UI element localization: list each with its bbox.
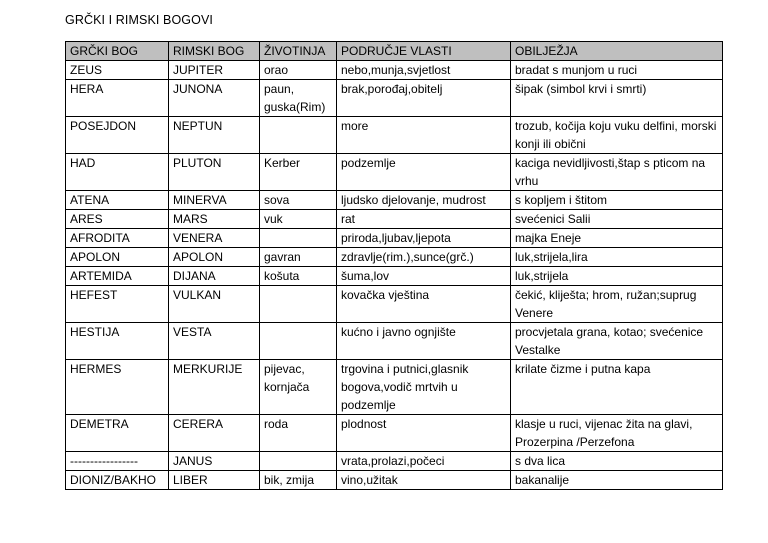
- cell-greek-god: ARES: [66, 210, 169, 229]
- table-row: [66, 229, 723, 248]
- cell-greek-god: DIONIZ/BAKHO: [66, 471, 169, 490]
- cell-roman-god: VULKAN: [169, 286, 260, 323]
- cell-animal: košuta: [260, 267, 337, 286]
- cell-greek-god: HEFEST: [66, 286, 169, 323]
- cell-domain: zdravlje(rim.),sunce(grč.): [337, 248, 511, 267]
- cell-attributes: krilate čizme i putna kapa: [511, 360, 723, 415]
- cell-domain: kovačka vještina: [337, 286, 511, 323]
- cell-roman-god: VENERA: [169, 229, 260, 248]
- cell-animal: paun, guska(Rim): [260, 80, 337, 117]
- cell-roman-god: JANUS: [169, 452, 260, 471]
- table-row: [66, 415, 723, 452]
- header-domain: PODRUČJE VLASTI: [337, 42, 511, 61]
- cell-animal: [260, 452, 337, 471]
- cell-domain: plodnost: [337, 415, 511, 452]
- cell-attributes: s kopljem i štitom: [511, 191, 723, 210]
- cell-attributes: klasje u ruci, vijenac žita na glavi, Prozerpina /Perzefona: [511, 415, 723, 452]
- cell-attributes: bradat s munjom u ruci: [511, 61, 723, 80]
- cell-roman-god: MERKURIJE: [169, 360, 260, 415]
- cell-greek-god: HERA: [66, 80, 169, 117]
- table-row: [66, 471, 723, 490]
- cell-roman-god: JUNONA: [169, 80, 260, 117]
- cell-attributes: bakanalije: [511, 471, 723, 490]
- cell-attributes: čekić, kliješta; hrom, ružan;suprug Venere: [511, 286, 723, 323]
- cell-greek-god: HERMES: [66, 360, 169, 415]
- table-row: [66, 286, 723, 323]
- cell-animal: roda: [260, 415, 337, 452]
- cell-attributes: šipak (simbol krvi i smrti): [511, 80, 723, 117]
- cell-attributes: majka Eneje: [511, 229, 723, 248]
- cell-animal: [260, 117, 337, 154]
- cell-greek-god: ZEUS: [66, 61, 169, 80]
- cell-domain: trgovina i putnici,glasnik bogova,vodič mrtvih u podzemlje: [337, 360, 511, 415]
- cell-animal: pijevac, kornjača: [260, 360, 337, 415]
- cell-domain: podzemlje: [337, 154, 511, 191]
- cell-domain: more: [337, 117, 511, 154]
- cell-greek-god: HESTIJA: [66, 323, 169, 360]
- cell-animal: sova: [260, 191, 337, 210]
- header-roman-god: RIMSKI BOG: [169, 42, 260, 61]
- cell-animal: [260, 323, 337, 360]
- header-animal: ŽIVOTINJA: [260, 42, 337, 61]
- cell-animal: [260, 229, 337, 248]
- cell-attributes: procvjetala grana, kotao; svećenice Vestalke: [511, 323, 723, 360]
- cell-greek-god: ATENA: [66, 191, 169, 210]
- document-title: GRČKI I RIMSKI BOGOVI: [65, 13, 213, 27]
- cell-animal: gavran: [260, 248, 337, 267]
- cell-attributes: s dva lica: [511, 452, 723, 471]
- cell-roman-god: DIJANA: [169, 267, 260, 286]
- cell-attributes: trozub, kočija koju vuku delfini, morski konji ili obični: [511, 117, 723, 154]
- cell-greek-god: AFRODITA: [66, 229, 169, 248]
- cell-roman-god: VESTA: [169, 323, 260, 360]
- cell-animal: Kerber: [260, 154, 337, 191]
- table-row: [66, 267, 723, 286]
- cell-animal: orao: [260, 61, 337, 80]
- gods-table: [65, 41, 723, 490]
- cell-attributes: luk,strijela,lira: [511, 248, 723, 267]
- table-row: [66, 248, 723, 267]
- cell-roman-god: APOLON: [169, 248, 260, 267]
- cell-roman-god: MINERVA: [169, 191, 260, 210]
- cell-roman-god: NEPTUN: [169, 117, 260, 154]
- table-row: [66, 191, 723, 210]
- cell-domain: nebo,munja,svjetlost: [337, 61, 511, 80]
- cell-animal: bik, zmija: [260, 471, 337, 490]
- cell-roman-god: PLUTON: [169, 154, 260, 191]
- header-attributes: OBILJEŽJA: [511, 42, 723, 61]
- cell-roman-god: JUPITER: [169, 61, 260, 80]
- cell-domain: ljudsko djelovanje, mudrost: [337, 191, 511, 210]
- cell-domain: vrata,prolazi,počeci: [337, 452, 511, 471]
- table-row: [66, 80, 723, 117]
- cell-domain: vino,užitak: [337, 471, 511, 490]
- cell-animal: [260, 286, 337, 323]
- table-row: [66, 61, 723, 80]
- cell-domain: šuma,lov: [337, 267, 511, 286]
- cell-domain: priroda,ljubav,ljepota: [337, 229, 511, 248]
- cell-greek-god: HAD: [66, 154, 169, 191]
- table-row: [66, 117, 723, 154]
- cell-roman-god: CERERA: [169, 415, 260, 452]
- header-greek-god: GRČKI BOG: [66, 42, 169, 61]
- cell-greek-god: DEMETRA: [66, 415, 169, 452]
- cell-greek-god: APOLON: [66, 248, 169, 267]
- cell-animal: vuk: [260, 210, 337, 229]
- cell-attributes: luk,strijela: [511, 267, 723, 286]
- table-row: [66, 360, 723, 415]
- table-row: [66, 154, 723, 191]
- cell-greek-god: -----------------: [66, 452, 169, 471]
- table-row: [66, 452, 723, 471]
- table-row: [66, 210, 723, 229]
- cell-domain: rat: [337, 210, 511, 229]
- cell-domain: kućno i javno ognjište: [337, 323, 511, 360]
- table-row: [66, 323, 723, 360]
- cell-domain: brak,porođaj,obitelj: [337, 80, 511, 117]
- cell-attributes: svećenici Salii: [511, 210, 723, 229]
- cell-greek-god: ARTEMIDA: [66, 267, 169, 286]
- cell-greek-god: POSEJDON: [66, 117, 169, 154]
- cell-roman-god: MARS: [169, 210, 260, 229]
- table-header-row: [66, 42, 723, 61]
- cell-attributes: kaciga nevidljivosti,štap s pticom na vrhu: [511, 154, 723, 191]
- cell-roman-god: LIBER: [169, 471, 260, 490]
